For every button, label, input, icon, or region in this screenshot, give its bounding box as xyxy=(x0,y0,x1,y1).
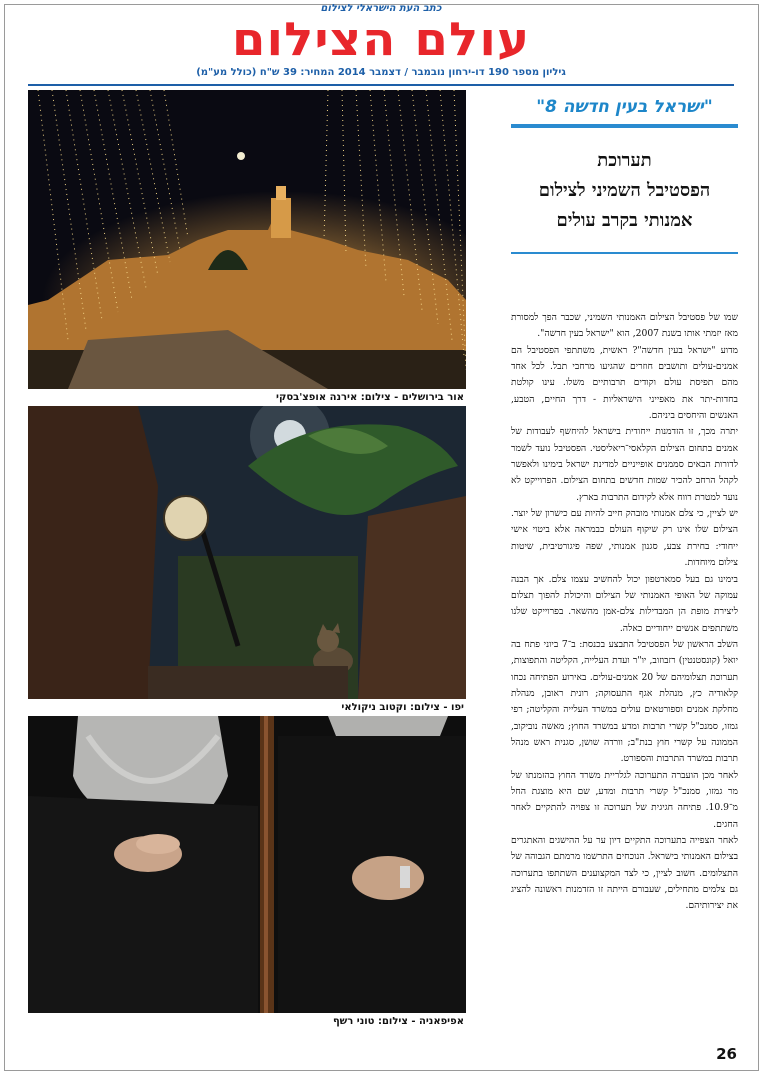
photo-epiphany-art xyxy=(28,716,466,1013)
title-rule xyxy=(511,124,738,128)
photo-jaffa-art xyxy=(28,406,466,699)
headline-line: אמנותי בקרב עולים xyxy=(556,210,693,231)
photo-column xyxy=(28,90,466,1030)
photo-caption: יפו - צילום: וקטוב ניקולאי xyxy=(341,702,464,713)
paragraph: מדוע "ישראל בעין חדשה"? ראשית, משתתפי הפסטיבל הם אמנים-עולים ותושבים חוזרים שהגיעו מרחבי תבל. לכל אחד מהם תפיסת עולם וקודים תרבותיים משלו. עינו קולטת בחדות-יתר את מאפייני הישראליות - דרך החיים, הטבע, האנשים והיחסים ביניהם. xyxy=(511,344,738,422)
paragraph: יש לציין, כי צלם אמנותי מובהק חייב להיות עם כישרון של יוצר. הצילום שלו אינו רק שיקוף העולם כבמראה אלא ביטוי אישי ייחודי: בחירת צבע, סגנון אמנותי, שפה פיגורטיבית, שיטות צילום מיוחדות. xyxy=(511,508,738,569)
headline-line: הפסטיבל השמיני לצילום xyxy=(538,180,711,201)
paragraph: שמו של פסטיבל הצילום האמנותי השמיני, שכבר הפך למסורת מאז יזמתי אותו בשנת 2007, הוא "ישראל בעין חדשה". xyxy=(511,312,738,340)
photo-jaffa xyxy=(28,406,466,699)
article-body xyxy=(511,310,738,915)
series-title: "ישראל בעין חדשה 8" xyxy=(536,97,713,117)
paragraph: בימינו גם בעל סמארטפון יכול להחשיב עצמו צלם. אך הבנה עמוקה של האופי האמנותי של הצילום והיכולת להפוך תצלום ליצירת מופת הן המבדילות צלם-אמן מהשאר. בפרוייקט שלנו משתתפים אנשים ייחודיים כאלה. xyxy=(511,573,738,634)
tagline: כתב העת הישראלי לצילום xyxy=(320,3,442,14)
masthead xyxy=(28,0,734,88)
photo-caption: אור בירושלים - צילום: אירנה אופצ'בסקי xyxy=(276,392,464,403)
paragraph: יתרה מכך, זו הזדמנות ייחודית בישראל להיחשף לעבודות של אמנים בתחום הצילום הקלאסי־ריאליסטי. הפסטיבל נועד לשמר לדורות הבאים סממנים אופייניים למדינת ישראל בימינו ולאפשר לקהל הרחב להכיר שמות חדשים בתחום הצילום. הפרוייקט לא נועד למטרת רווח אלא לקידום התרבות בארץ. xyxy=(511,426,738,503)
issue-line: גיליון מספר 190 דו-ירחון נובמבר / דצמבר 2014 המחיר: 39 ש"ח (כולל מע"מ) xyxy=(196,67,566,78)
masthead-rule xyxy=(28,84,734,86)
magazine-logo: עולם הצילום xyxy=(231,12,531,66)
photo-jerusalem xyxy=(28,90,466,389)
photo-epiphany xyxy=(28,716,466,1013)
headline-line: תערוכת xyxy=(597,150,652,171)
paragraph: השלב הראשון של הפסטיבל התבצע בכנסת: ב־7 ביוני פתח בה יואל (קונסטנטין) רזבוזוב, יו"ר ועדת העלייה, הקליטה והתפוצות, תערוכת תצלומיהם של 20 אמנים-עולים. באירוע הפתיחה נכחו קלאודיה כץ, מנהלת אגף התעסוקה; רונית ראובן, מנהלת מחלקת אמנים וספורטאים עולים במשרד העלייה והקליטה; רפי גמזו, סמנכ"ל קשרי תרבות ומדע במשרד החוץ; מאשה נוביקוב, הממונה על קשרי חוץ בנת"ב; וורדה שושן, סגנית ראש מנהל תרבות במשרד התרבות והספורט. xyxy=(511,638,738,765)
article-header xyxy=(511,90,738,254)
headline-rule xyxy=(511,252,738,254)
photo-jerusalem-art xyxy=(28,90,466,389)
photo-caption: אפיפאניה - צילום: טוני רשף xyxy=(332,1016,464,1027)
paragraph: לאחר מכן הועברה התערוכה לגלריית משרד החוץ בהזמנתו של מר גמזו, סמנכ"ל קשרי תרבות ומדע, שם היא מוצגת החל מ־10.9. פתיחה חגיגית של תערוכה זו צפויה להתקיים לאחר החגים. xyxy=(511,769,738,830)
page-number: 26 xyxy=(716,1045,737,1063)
headline xyxy=(511,146,738,236)
paragraph: לאחר הצפייה בתערוכה התקיים דיון ער על ההישגים והאתגרים בצילום האמנותי בישראל. הנוכחים התרשמו מרמתם הגבוהה של התצלומים. חשוב לציין, כי לצד המקצוענים השתתפו בתערוכה גם צלמים מתחילים, שעבורם הייתה זו הזדמנות ראשונה להציג את יצירותיהם. xyxy=(511,835,738,912)
